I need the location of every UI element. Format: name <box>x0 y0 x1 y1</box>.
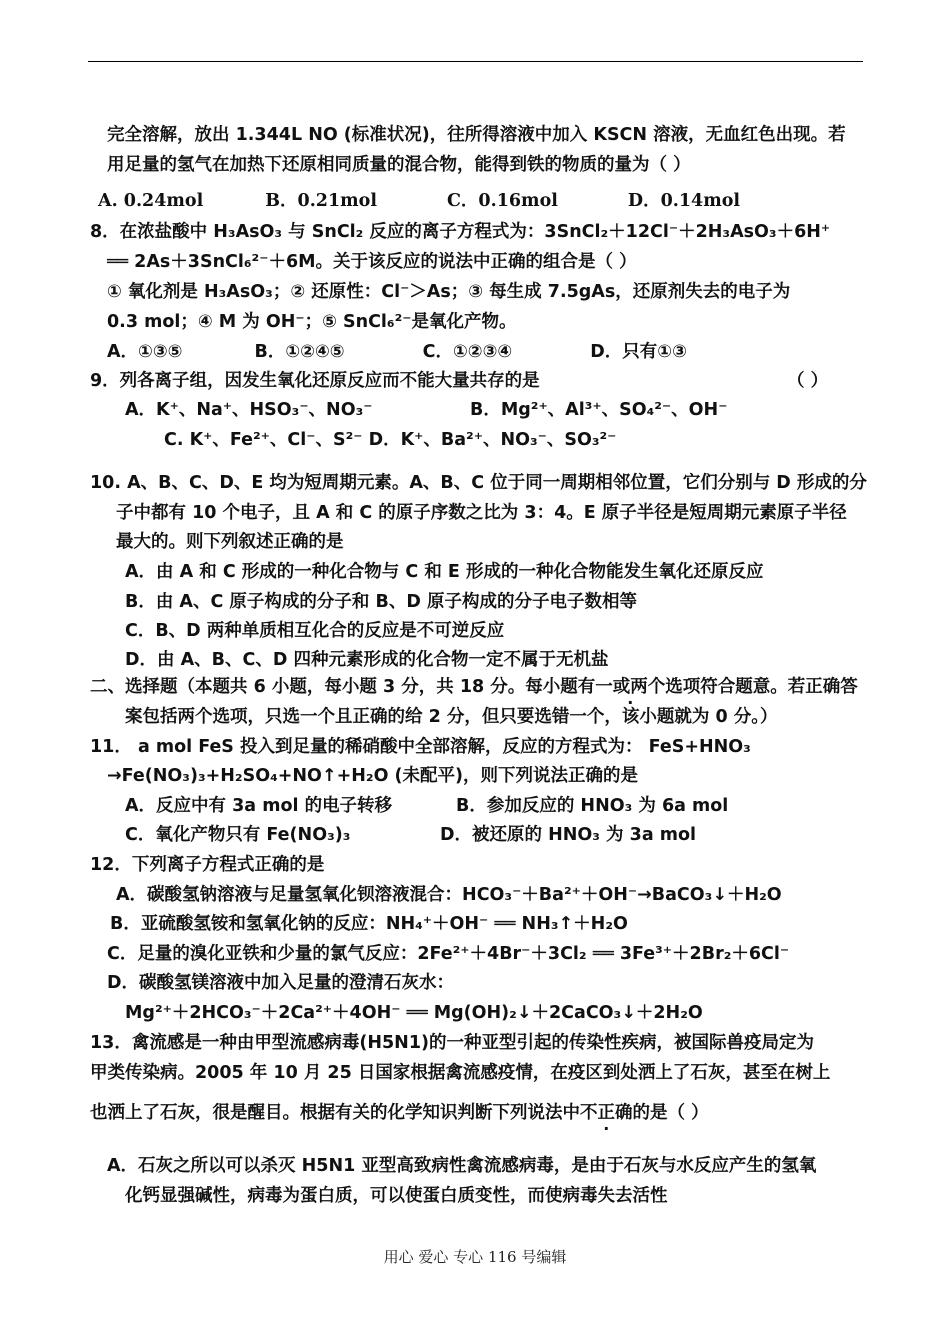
q8-line-1: 8．在浓盐酸中 H₃AsO₃ 与 SnCl₂ 反应的离子方程式为：3SnCl₂＋12Cl⁻＋2H₃AsO₃＋6H⁺ <box>90 222 831 242</box>
q8-line-2: ══ 2As＋3SnCl₆²⁻＋6M。关于该反应的说法中正确的组合是（ ） <box>107 252 637 272</box>
section2-line-2: 案包括两个选项，只选一个且正确的给 2 分，但只要选错一个，该小题就为 0 分。） <box>125 707 778 727</box>
q9-answer-paren: （ ） <box>787 371 829 391</box>
q10-option-c: C．B、D 两种单质相互化合的反应是不可逆反应 <box>125 621 505 641</box>
q12-option-d-equation: Mg²⁺＋2HCO₃⁻＋2Ca²⁺＋4OH⁻ ══ Mg(OH)₂↓＋2CaCO₃↓＋2H₂O <box>125 1003 703 1023</box>
q7-line-2: 用足量的氢气在加热下还原相同质量的混合物，能得到铁的物质的量为（ ） <box>107 155 691 175</box>
q8-option-c: C．①②③④ <box>422 342 513 362</box>
q12-option-c: C．足量的溴化亚铁和少量的氯气反应：2Fe²⁺＋4Br⁻＋3Cl₂ ══ 3Fe³⁺＋2Br₂＋6Cl⁻ <box>107 944 790 964</box>
q13-text-post: 的是（ ） <box>632 1103 709 1123</box>
q13-line-2: 甲类传染病。2005 年 10 月 25 日国家根据禽流感疫情，在疫区到处洒上了石灰，甚至在树上 <box>90 1063 831 1083</box>
q7-option-b: B．0.21mol <box>265 191 377 211</box>
q13-option-a-line-2: 化钙显强碱性，病毒为蛋白质，可以使蛋白质变性，而使病毒失去活性 <box>125 1186 668 1206</box>
q7-line-1: 完全溶解，放出 1.344L NO (标准状况)，往所得溶液中加入 KSCN 溶液，无血红色出现。若 <box>107 125 846 145</box>
q9-stem: 9．列各离子组，因发生氧化还原反应而不能大量共存的是 <box>90 371 540 391</box>
q7-options <box>98 190 740 212</box>
section2-line-1 <box>90 676 858 698</box>
q10-option-d: D．由 A、B、C、D 四种元素形成的化合物一定不属于无机盐 <box>125 650 609 670</box>
section2-emphasis: 一或两个 <box>595 677 666 697</box>
q11-line-1: 11． a mol FeS 投入到足量的稀硝酸中全部溶解，反应的方程式为： FeS+HNO₃ <box>90 737 751 757</box>
q10-option-a: A．由 A 和 C 形成的一种化合物与 C 和 E 形成的一种化合物能发生氧化还原反应 <box>125 562 764 582</box>
q12-option-b: B．亚硫酸氢铵和氢氧化钠的反应：NH₄⁺＋OH⁻ ══ NH₃↑＋H₂O <box>110 914 628 934</box>
q11-option-c: C．氧化产物只有 Fe(NO₃)₃ <box>125 825 351 845</box>
q11-line-2: →Fe(NO₃)₃+H₂SO₄+NO↑+H₂O (未配平)，则下列说法正确的是 <box>107 766 639 786</box>
q13-line-1: 13．禽流感是一种由甲型流感病毒(H5N1)的一种亚型引起的传染性疾病，被国际兽疫局定为 <box>90 1033 814 1053</box>
q10-line-2: 子中都有 10 个电子，且 A 和 C 的原子序数之比为 3：4。E 原子半径是短周期元素原子半径 <box>116 503 847 523</box>
q8-option-b: B．①②④⑤ <box>254 342 345 362</box>
q8-options <box>107 341 687 363</box>
header-rule <box>88 61 863 62</box>
q9-option-b: B．Mg²⁺、Al³⁺、SO₄²⁻、OH⁻ <box>470 400 728 420</box>
q11-option-b: B．参加反应的 HNO₃ 为 6a mol <box>456 796 729 816</box>
q10-line-1: 10. A、B、C、D、E 均为短周期元素。A、B、C 位于同一周期相邻位置，它们分别与 D 形成的分 <box>90 473 867 493</box>
q13-text-pre: 也洒上了石灰，很是醒目。根据有关的化学知识判断下列说法中 <box>90 1103 580 1123</box>
q13-emphasis: 不正确 <box>580 1103 633 1123</box>
q13-line-3 <box>90 1102 709 1124</box>
q7-option-c: C．0.16mol <box>447 191 558 211</box>
q11-option-d: D．被还原的 HNO₃ 为 3a mol <box>440 825 696 845</box>
section2-text-pre: 二、选择题（本题共 6 小题，每小题 3 分，共 18 分。每小题有 <box>90 677 596 697</box>
q12-option-d: D．碳酸氢镁溶液中加入足量的澄清石灰水： <box>107 973 455 993</box>
q8-line-4: 0.3 mol；④ M 为 OH⁻；⑤ SnCl₆²⁻是氧化产物。 <box>107 312 517 332</box>
q10-line-3: 最大的。则下列叙述正确的是 <box>116 532 344 552</box>
page-footer: 用心 爱心 专心 116 号编辑 <box>383 1248 567 1266</box>
q8-option-d: D．只有①③ <box>590 342 687 362</box>
q9-option-cd: C. K⁺、Fe²⁺、Cl⁻、S²⁻ D．K⁺、Ba²⁺、NO₃⁻、SO₃²⁻ <box>164 430 617 450</box>
q10-option-b: B．由 A、C 原子构成的分子和 B、D 原子构成的分子电子数相等 <box>125 592 637 612</box>
q7-option-d: D．0.14mol <box>627 191 741 211</box>
q8-line-3: ① 氧化剂是 H₃AsO₃；② 还原性：Cl⁻＞As；③ 每生成 7.5gAs，还原剂失去的电子为 <box>107 282 791 302</box>
q7-option-a: A. 0.24mol <box>98 191 204 211</box>
q9-option-a: A．K⁺、Na⁺、HSO₃⁻、NO₃⁻ <box>125 400 373 420</box>
q8-option-a: A．①③⑤ <box>107 342 183 362</box>
q12-option-a: A．碳酸氢钠溶液与足量氢氧化钡溶液混合：HCO₃⁻＋Ba²⁺＋OH⁻→BaCO₃↓＋H₂O <box>116 885 782 905</box>
q12-stem: 12．下列离子方程式正确的是 <box>90 855 325 875</box>
q11-option-a: A．反应中有 3a mol 的电子转移 <box>125 796 393 816</box>
section2-text-post: 选项符合题意。若正确答 <box>665 677 858 697</box>
q13-option-a-line-1: A．石灰之所以可以杀灭 H5N1 亚型高致病性禽流感病毒，是由于石灰与水反应产生的氢氧 <box>107 1156 817 1176</box>
